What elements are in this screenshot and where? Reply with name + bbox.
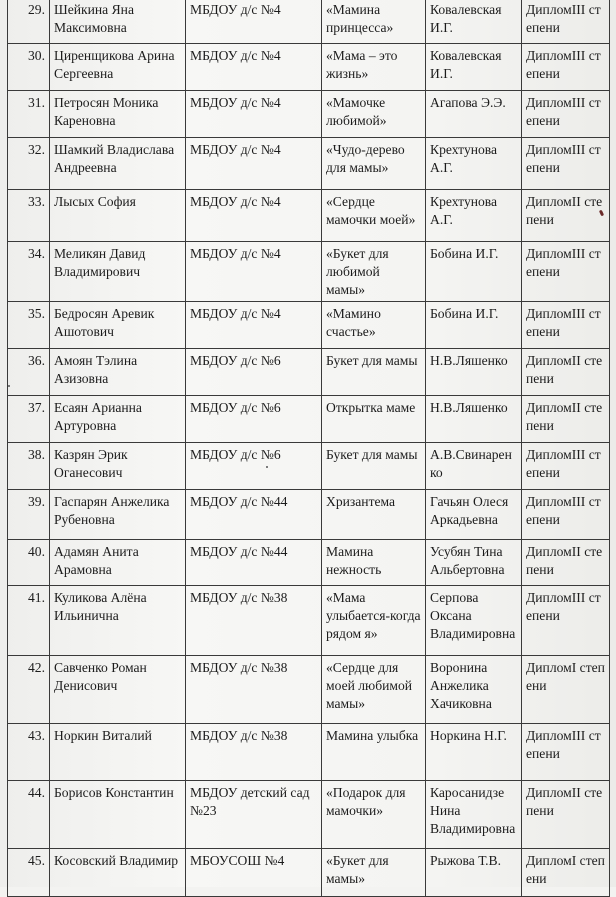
table-row xyxy=(8,349,610,396)
award-cell: ДипломIII степени xyxy=(522,586,610,656)
award-cell: ДипломII степени xyxy=(522,349,610,396)
teacher-name-cell: Каросанидзе Нина Владимировна xyxy=(426,781,522,849)
teacher-name-cell: Рыжова Т.В. xyxy=(426,849,522,897)
institution-cell: МБДОУ д/с №6 xyxy=(186,443,322,490)
participant-name-cell: Гаспарян Анжелика Рубеновна xyxy=(50,490,186,540)
work-title-cell: «Чудо-дерево для мамы» xyxy=(322,138,426,190)
work-title-cell: Букет для мамы xyxy=(322,443,426,490)
award-cell: ДипломIII степени xyxy=(522,490,610,540)
work-title-cell: Букет для мамы xyxy=(322,349,426,396)
work-title-cell: «Букет для мамы» xyxy=(322,849,426,897)
participant-name-cell: Петросян Моника Кареновна xyxy=(50,91,186,138)
institution-cell: МБДОУ д/с №38 xyxy=(186,724,322,781)
institution-cell: МБДОУ д/с №4 xyxy=(186,302,322,349)
table-row xyxy=(8,849,610,897)
row-number-cell: 34. xyxy=(8,242,50,302)
row-number-cell: 32. xyxy=(8,138,50,190)
table-row xyxy=(8,91,610,138)
row-number-cell: 35. xyxy=(8,302,50,349)
row-number-cell: 33. xyxy=(8,190,50,242)
teacher-name-cell: Усубян Тина Альбертовна xyxy=(426,540,522,586)
teacher-name-cell: Ковалевская И.Г. xyxy=(426,0,522,44)
work-title-cell: «Мама – это жизнь» xyxy=(322,44,426,91)
institution-cell: МБДОУ д/с №44 xyxy=(186,490,322,540)
scan-dot xyxy=(266,466,268,468)
award-cell: ДипломI степени xyxy=(522,656,610,724)
work-title-cell: Мамина улыбка xyxy=(322,724,426,781)
work-title-cell: Хризантема xyxy=(322,490,426,540)
table-row xyxy=(8,242,610,302)
participant-name-cell: Меликян Давид Владимирович xyxy=(50,242,186,302)
teacher-name-cell: Норкина Н.Г. xyxy=(426,724,522,781)
award-cell: ДипломIII степени xyxy=(522,724,610,781)
row-number-cell: 40. xyxy=(8,540,50,586)
award-cell: ДипломIII степени xyxy=(522,242,610,302)
work-title-cell: «Мама улыбается-когда рядом я» xyxy=(322,586,426,656)
institution-cell: МБДОУ д/с №4 xyxy=(186,242,322,302)
participant-name-cell: Есаян Арианна Артуровна xyxy=(50,396,186,443)
participant-name-cell: Норкин Виталий xyxy=(50,724,186,781)
participant-name-cell: Савченко Роман Денисович xyxy=(50,656,186,724)
institution-cell: МБДОУ д/с №6 xyxy=(186,396,322,443)
teacher-name-cell: Н.В.Ляшенко xyxy=(426,396,522,443)
work-title-cell: Открытка маме xyxy=(322,396,426,443)
award-cell: ДипломIII степени xyxy=(522,138,610,190)
award-cell: ДипломI степени xyxy=(522,849,610,897)
table-row xyxy=(8,586,610,656)
award-cell: ДипломIII степени xyxy=(522,0,610,44)
institution-cell: МБДОУ детский сад №23 xyxy=(186,781,322,849)
row-number-cell: 42. xyxy=(8,656,50,724)
award-cell: ДипломIII степени xyxy=(522,91,610,138)
award-cell: ДипломIII степени xyxy=(522,302,610,349)
participant-name-cell: Бедросян Аревик Ашотович xyxy=(50,302,186,349)
participant-name-cell: Шамкий Владислава Андреевна xyxy=(50,138,186,190)
table-row xyxy=(8,443,610,490)
institution-cell: МБОУСОШ №4 xyxy=(186,849,322,897)
teacher-name-cell: А.В.Свинаренко xyxy=(426,443,522,490)
work-title-cell: «Сердце для моей любимой мамы» xyxy=(322,656,426,724)
work-title-cell: Мамина нежность xyxy=(322,540,426,586)
row-number-cell: 39. xyxy=(8,490,50,540)
participant-name-cell: Косовский Владимир xyxy=(50,849,186,897)
row-number-cell: 43. xyxy=(8,724,50,781)
institution-cell: МБДОУ д/с №4 xyxy=(186,0,322,44)
institution-cell: МБДОУ д/с №38 xyxy=(186,586,322,656)
award-cell: ДипломII степени xyxy=(522,781,610,849)
table-row xyxy=(8,781,610,849)
table-row xyxy=(8,656,610,724)
row-number-cell: 29. xyxy=(8,0,50,44)
institution-cell: МБДОУ д/с №4 xyxy=(186,44,322,91)
row-number-cell: 44. xyxy=(8,781,50,849)
teacher-name-cell: Бобина И.Г. xyxy=(426,242,522,302)
row-number-cell: 38. xyxy=(8,443,50,490)
institution-cell: МБДОУ д/с №44 xyxy=(186,540,322,586)
teacher-name-cell: Крехтунова А.Г. xyxy=(426,190,522,242)
table-row xyxy=(8,0,610,44)
results-table xyxy=(7,0,610,897)
participant-name-cell: Лысых София xyxy=(50,190,186,242)
work-title-cell: «Мамочке любимой» xyxy=(322,91,426,138)
teacher-name-cell: Н.В.Ляшенко xyxy=(426,349,522,396)
work-title-cell: «Мамино счастье» xyxy=(322,302,426,349)
work-title-cell: «Сердце мамочки моей» xyxy=(322,190,426,242)
participant-name-cell: Циренщикова Арина Сергеевна xyxy=(50,44,186,91)
teacher-name-cell: Крехтунова А.Г. xyxy=(426,138,522,190)
participant-name-cell: Казрян Эрик Оганесович xyxy=(50,443,186,490)
row-number-cell: 36. xyxy=(8,349,50,396)
results-table-body xyxy=(8,0,610,897)
table-row xyxy=(8,396,610,443)
institution-cell: МБДОУ д/с №4 xyxy=(186,138,322,190)
row-number-cell: 45. xyxy=(8,849,50,897)
award-cell: ДипломII степени xyxy=(522,540,610,586)
table-row xyxy=(8,190,610,242)
teacher-name-cell: Агапова Э.Э. xyxy=(426,91,522,138)
teacher-name-cell: Воронина Анжелика Хачиковна xyxy=(426,656,522,724)
award-cell: ДипломIII степени xyxy=(522,443,610,490)
institution-cell: МБДОУ д/с №4 xyxy=(186,91,322,138)
table-row xyxy=(8,490,610,540)
scan-dot xyxy=(8,385,10,387)
row-number-cell: 41. xyxy=(8,586,50,656)
table-row xyxy=(8,724,610,781)
participant-name-cell: Куликова Алёна Ильинична xyxy=(50,586,186,656)
teacher-name-cell: Бобина И.Г. xyxy=(426,302,522,349)
row-number-cell: 31. xyxy=(8,91,50,138)
row-number-cell: 37. xyxy=(8,396,50,443)
table-row xyxy=(8,540,610,586)
work-title-cell: «Подарок для мамочки» xyxy=(322,781,426,849)
participant-name-cell: Борисов Константин xyxy=(50,781,186,849)
award-cell: ДипломIII степени xyxy=(522,44,610,91)
award-cell: ДипломII степени xyxy=(522,396,610,443)
row-number-cell: 30. xyxy=(8,44,50,91)
work-title-cell: «Мамина принцесса» xyxy=(322,0,426,44)
participant-name-cell: Шейкина Яна Максимовна xyxy=(50,0,186,44)
table-row xyxy=(8,138,610,190)
table-row xyxy=(8,44,610,91)
institution-cell: МБДОУ д/с №38 xyxy=(186,656,322,724)
participant-name-cell: Амоян Тэлина Азизовна xyxy=(50,349,186,396)
participant-name-cell: Адамян Анита Арамовна xyxy=(50,540,186,586)
institution-cell: МБДОУ д/с №6 xyxy=(186,349,322,396)
teacher-name-cell: Гачьян Олеся Аркадьевна xyxy=(426,490,522,540)
award-cell: ДипломII степени xyxy=(522,190,610,242)
table-row xyxy=(8,302,610,349)
teacher-name-cell: Серпова Оксана Владимировна xyxy=(426,586,522,656)
institution-cell: МБДОУ д/с №4 xyxy=(186,190,322,242)
work-title-cell: «Букет для любимой мамы» xyxy=(322,242,426,302)
teacher-name-cell: Ковалевская И.Г. xyxy=(426,44,522,91)
